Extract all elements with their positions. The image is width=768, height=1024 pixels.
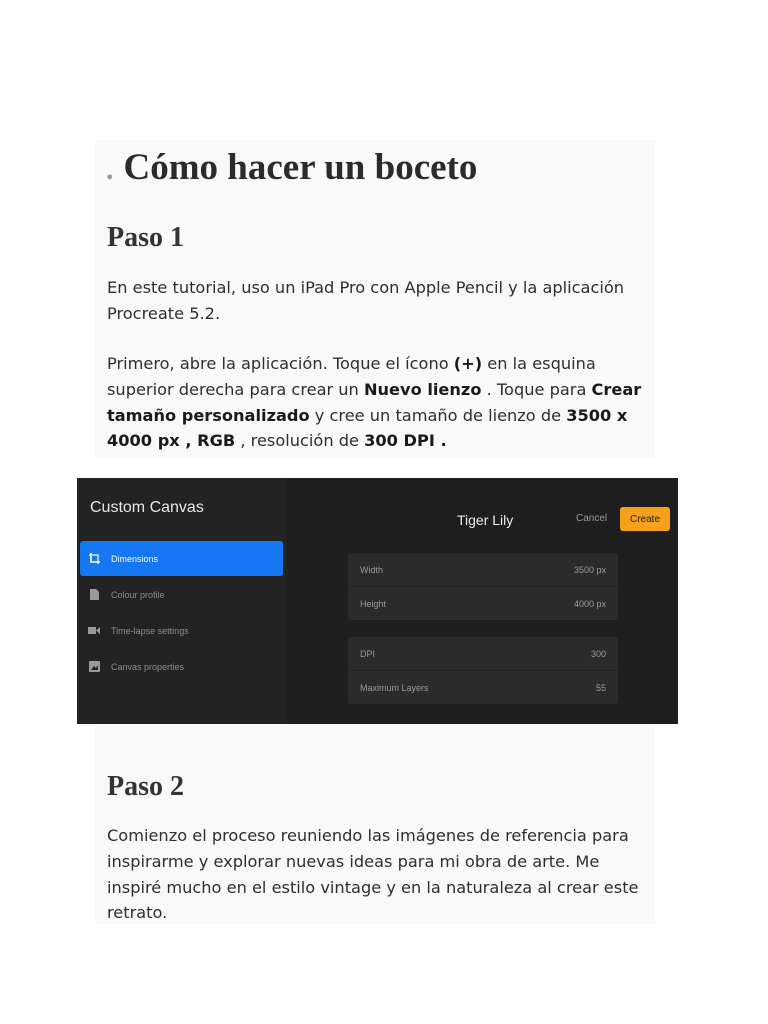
menu-item-colour-profile[interactable] [80,577,283,612]
maximum-layers-value: 55 [595,683,606,693]
dpi-value[interactable]: 300 [590,649,606,659]
document-icon [88,588,100,600]
custom-canvas-title: Custom Canvas [90,499,204,516]
step-1-heading: Paso 1 [107,222,184,253]
width-label: Width [360,565,384,575]
bold-run: 300 DPI . [364,431,447,451]
bold-run: Nuevo lienzo [363,379,482,399]
menu-item-label: Dimensions [111,554,159,564]
text-run: y cree un tamaño de lienzo de [309,405,567,425]
text-run: en la esquina superior derecha para crear un [107,354,596,399]
text-run: . Toque para [481,379,592,399]
video-camera-icon [88,624,100,636]
menu-item-label: Colour profile [111,590,165,600]
dpi-label: DPI [360,649,376,659]
settings-group [348,637,618,704]
height-row[interactable] [348,586,618,620]
height-value[interactable]: 4000 px [573,599,606,609]
bold-run: (+) [453,354,483,373]
menu-item-time-lapse-settings[interactable] [80,613,283,648]
menu-item-label: Canvas properties [111,662,185,672]
bold-run: Crear tamaño personalizado [107,379,642,425]
custom-canvas-screenshot [77,478,678,724]
text-run: , resolución de [235,431,365,451]
menu-item-label: Time-lapse settings [111,626,189,636]
bold-run: 3500 x 4000 px , RGB [107,405,628,451]
menu-item-canvas-properties[interactable] [80,649,283,684]
width-value[interactable]: 3500 px [573,565,606,575]
maximum-layers-row[interactable] [348,670,618,704]
text-run: Primero, abre la aplicación. Toque el ícono [107,354,454,373]
width-row[interactable] [348,553,618,586]
title-text: Cómo hacer un boceto [123,147,478,188]
page-title [106,146,477,189]
cancel-button[interactable]: Cancel [576,513,608,524]
menu-item-dimensions[interactable] [80,541,283,576]
title-prefix: . [106,153,114,186]
canvas-name[interactable]: Tiger Lily [457,512,514,528]
dimensions-group [348,553,618,620]
canvas-sidebar [77,478,287,724]
create-button[interactable]: Create [620,507,670,531]
step-1-paragraph-1: En este tutorial, uso un iPad Pro con Apple Pencil y la aplicación Procreate 5.2. [107,278,625,323]
height-label: Height [360,599,387,609]
crop-icon [88,552,100,564]
step-2-heading: Paso 2 [107,771,184,802]
dpi-row[interactable] [348,637,618,670]
step-2-paragraph: Comienzo el proceso reuniendo las imágenes de referencia para inspirarme y explorar nuevas ideas para mi obra de arte. Me inspiré mucho en el estilo vintage y en la naturaleza al crear este retrato. [107,826,639,923]
image-icon [88,660,100,672]
maximum-layers-label: Maximum Layers [360,683,429,693]
step-1-paragraph-2 [107,351,652,454]
